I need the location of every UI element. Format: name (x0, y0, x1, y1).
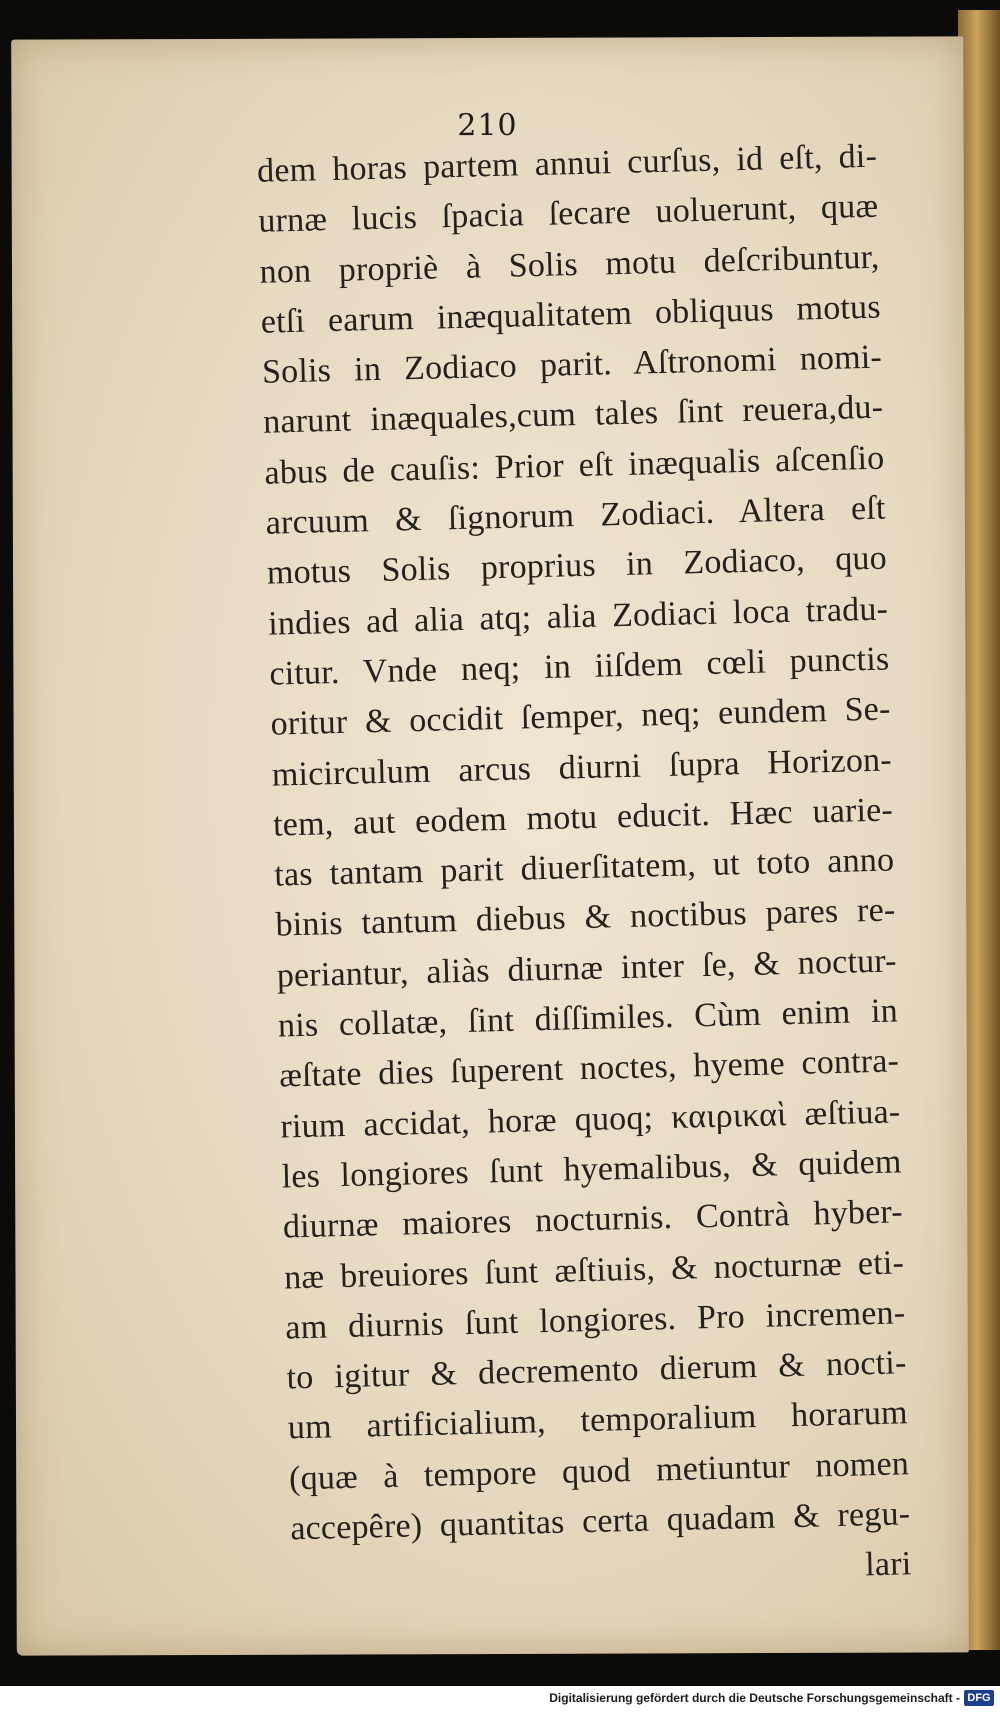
text-line: indies ad alia atq; alia Zodiaci loca tradu- (267, 590, 889, 643)
text-line: motus Solis proprius in Zodiaco, quo (266, 539, 888, 593)
text-line: tas tantam parit diuerſitatem, ut toto anno (273, 841, 895, 894)
text-line: næ breuiores ſunt æſtiuis, & nocturnæ eti- (283, 1243, 905, 1296)
text-line: rium accidat, horæ quoq; καιρικαὶ æſtiua- (280, 1093, 901, 1146)
text-line: narunt inæquales,cum tales ſint reuera,du- (262, 389, 884, 442)
text-line: diurnæ maiores nocturnis. Contrà hyber- (282, 1193, 904, 1246)
text-line: citur. Vnde neq; in iiſdem cœli punctis (268, 640, 890, 693)
text-line: les longiores ſunt hyemalibus, & quidem (281, 1143, 903, 1196)
text-line: dem horas partem annui curſus, id eſt, di- (256, 137, 878, 190)
text-line: (quæ à tempore quod metiuntur nomen (288, 1444, 910, 1498)
catchword: lari (864, 1545, 912, 1584)
footer-bar (0, 1686, 1000, 1712)
text-line: Solis in Zodiaco parit. Aſtronomi nomi- (261, 338, 883, 391)
text-line: tem, aut eodem motu educit. Hæc uarie- (272, 791, 894, 844)
page-number: 210 (457, 107, 518, 144)
text-line: periantur, aliàs diurnæ inter ſe, & noctur- (276, 942, 898, 995)
text-block (257, 132, 912, 1605)
text-line: æſtate dies ſuperent noctes, hyeme contra- (278, 1042, 900, 1095)
text-line: accepêre) quantitas certa quadam & regu- (289, 1495, 911, 1548)
dfg-logo: DFG (964, 1690, 994, 1706)
text-line: nis collatæ, ſint diſſimiles. Cùm enim in (277, 992, 899, 1045)
text-line: oritur & occidit ſemper, neq; eundem Se- (270, 690, 891, 743)
text-line: binis tantum diebus & noctibus pares re- (275, 891, 896, 945)
funding-notice: Digitalisierung gefördert durch die Deutsche Forschungsgemeinschaft - (549, 1691, 960, 1705)
text-line: non propriè à Solis motu deſcribuntur, (259, 238, 880, 291)
text-line: arcuum & ſignorum Zodiaci. Altera eſt (265, 489, 887, 542)
text-line: urnæ lucis ſpacia ſecare uoluerunt, quæ (257, 187, 879, 241)
text-line: to igitur & decremento dierum & nocti- (286, 1344, 907, 1397)
text-line: etſi earum inæqualitatem obliquus motus (260, 288, 882, 341)
text-line: am diurnis ſunt longiores. Pro incremen- (284, 1294, 906, 1347)
text-line: abus de cauſis: Prior eſt inæqualis aſcenſio (264, 439, 885, 492)
book-page (11, 36, 969, 1655)
text-line: um artificialium, temporalium horarum (287, 1394, 909, 1447)
text-line: micirculum arcus diurni ſupra Horizon- (271, 741, 893, 794)
